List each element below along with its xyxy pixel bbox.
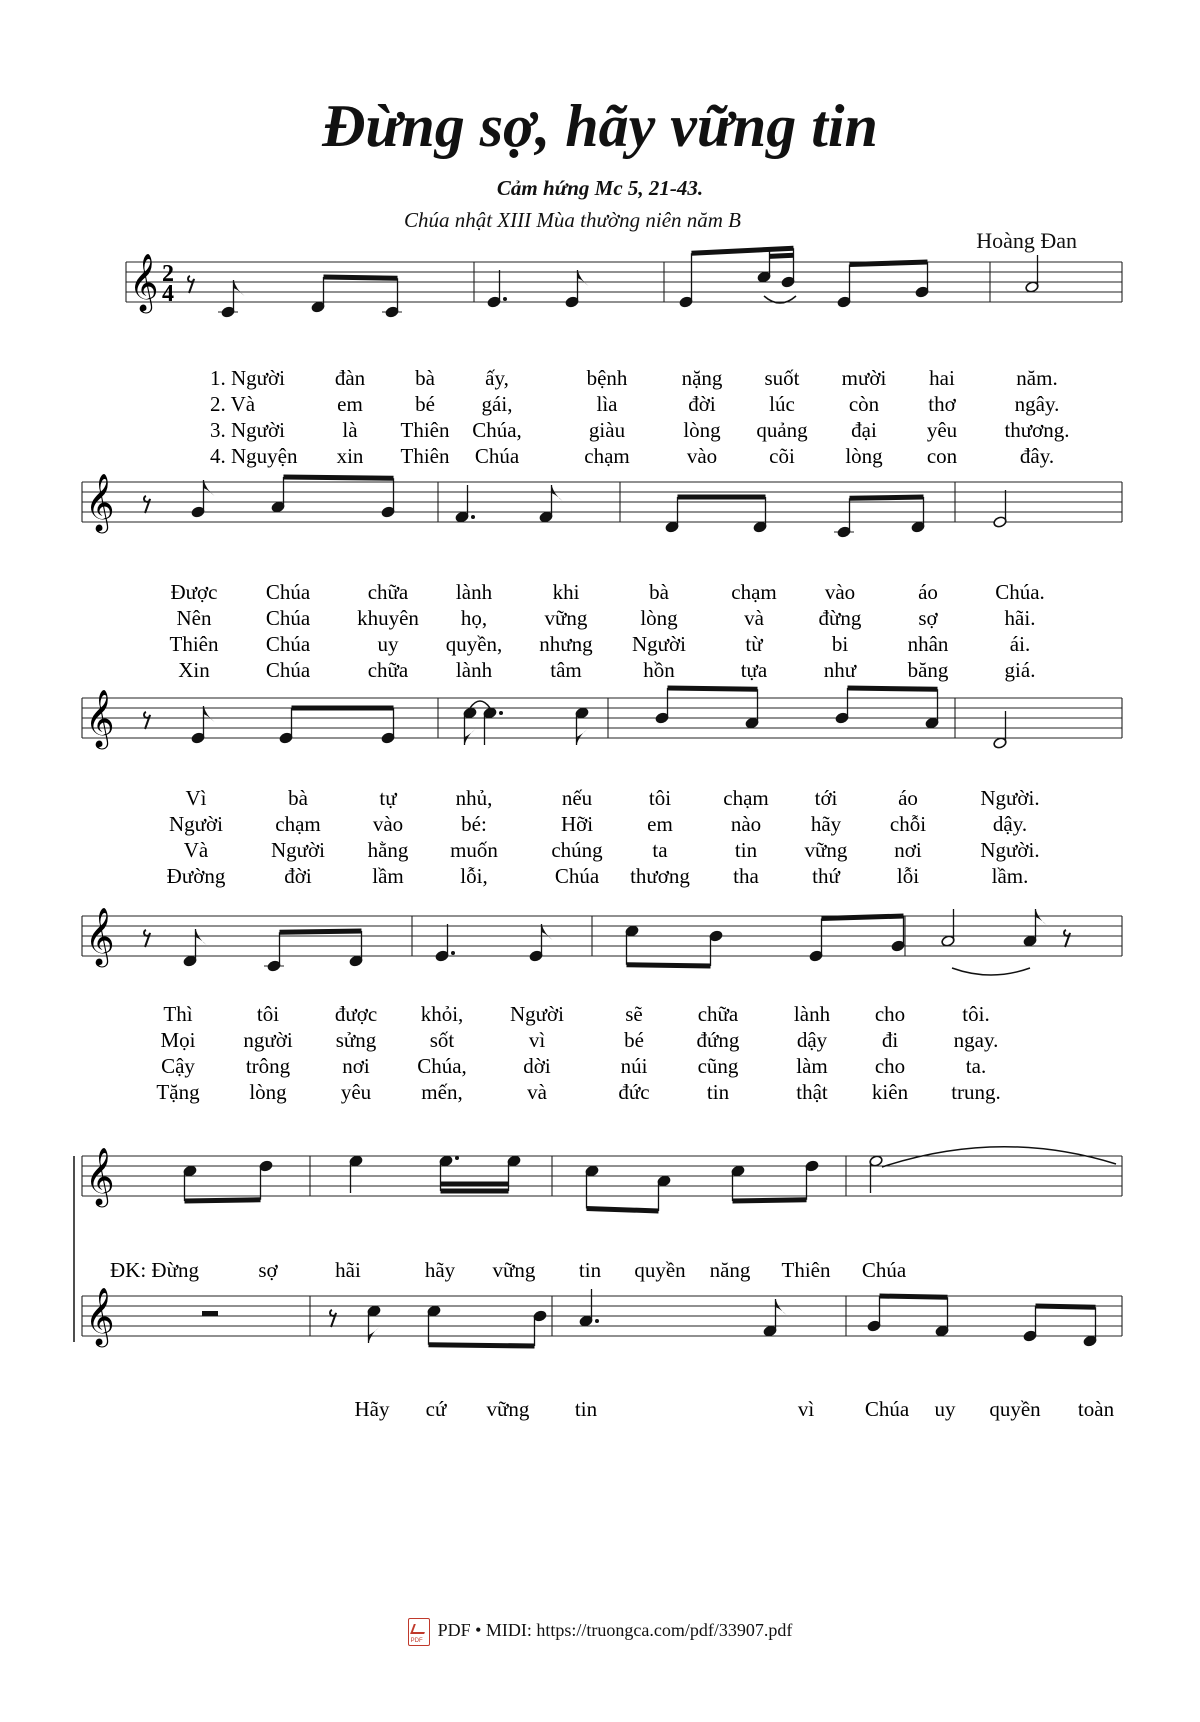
note-beam bbox=[627, 965, 711, 966]
refrain-lyric: Chúa bbox=[864, 1397, 910, 1421]
note-beam bbox=[668, 688, 758, 689]
lyric-syllable: suốt bbox=[764, 366, 800, 390]
composer-name: Hoàng Đan bbox=[976, 228, 1077, 253]
lyric-syllable: trung. bbox=[951, 1080, 1001, 1104]
lyric-syllable: là bbox=[342, 418, 358, 442]
lyric-syllable: tâm bbox=[550, 658, 582, 682]
lyric-syllable: chạm bbox=[723, 786, 769, 810]
lyric-syllable: đời bbox=[688, 392, 716, 416]
lyric-syllable: chữa bbox=[367, 580, 409, 604]
lyric-syllable: Người bbox=[169, 812, 223, 836]
lyric-syllable: nhân bbox=[907, 632, 949, 656]
lyric-syllable: lành bbox=[455, 658, 493, 682]
lyric-syllable: như bbox=[823, 658, 857, 682]
lyric-syllable: chạm bbox=[731, 580, 777, 604]
lyric-syllable: sửng bbox=[335, 1028, 377, 1052]
lyric-syllable: nào bbox=[730, 812, 762, 836]
lyric-syllable: bé: bbox=[461, 812, 487, 836]
lyric-syllable: lòng bbox=[640, 606, 678, 630]
lyric-syllable: tin bbox=[706, 1080, 730, 1104]
note-dot bbox=[499, 711, 503, 715]
lyric-syllable: vào bbox=[372, 812, 404, 836]
lyric-syllable: ta bbox=[652, 838, 668, 862]
lyric-syllable: được bbox=[334, 1002, 378, 1026]
lyric-syllable: bé bbox=[624, 1028, 644, 1052]
lyric-syllable: tự bbox=[379, 786, 397, 810]
eighth-rest-icon bbox=[1064, 930, 1070, 947]
lyric-syllable: tôi. bbox=[962, 1002, 990, 1026]
lyric-syllable: vào bbox=[824, 580, 856, 604]
lyric-syllable: quảng bbox=[756, 418, 808, 442]
eighth-rest-icon bbox=[144, 930, 150, 947]
lyric-syllable: bà bbox=[288, 786, 308, 810]
time-signature-top: 2 bbox=[162, 261, 174, 287]
lyric-syllable: chữa bbox=[697, 1002, 739, 1026]
note-flag bbox=[465, 729, 476, 745]
half-rest-icon bbox=[202, 1311, 218, 1316]
refrain-lyric: vững bbox=[486, 1397, 530, 1421]
note-flag bbox=[196, 929, 207, 945]
lyric-syllable: Tặng bbox=[156, 1080, 200, 1104]
lyric-syllable: trông bbox=[245, 1054, 291, 1078]
lyric-syllable: hãi. bbox=[1004, 606, 1036, 630]
lyric-syllable: 2. Và bbox=[210, 392, 256, 416]
lyric-syllable: bà bbox=[649, 580, 669, 604]
lyric-syllable: sẽ bbox=[625, 1002, 643, 1026]
lyric-syllable: đàn bbox=[334, 366, 366, 390]
lyric-syllable: Chúa, bbox=[417, 1054, 467, 1078]
tie bbox=[470, 701, 490, 708]
lyric-syllable: chạm bbox=[584, 444, 630, 468]
eighth-rest-icon bbox=[144, 496, 150, 513]
lyric-syllable: Chúa bbox=[474, 444, 520, 468]
lyric-syllable: muốn bbox=[450, 838, 498, 862]
lyric-syllable: lòng bbox=[845, 444, 883, 468]
lyric-syllable: dậy. bbox=[992, 812, 1028, 836]
tie bbox=[882, 1147, 1116, 1167]
note-beam bbox=[848, 688, 938, 689]
lyric-syllable: ngây. bbox=[1014, 392, 1060, 416]
note-beam bbox=[692, 248, 794, 253]
lyric-syllable: thương. bbox=[1004, 418, 1070, 442]
lyric-syllable: lìa bbox=[596, 392, 618, 416]
lyric-syllable: Chúa. bbox=[995, 580, 1045, 604]
lyric-syllable: bi bbox=[831, 632, 849, 656]
lyric-syllable: hồn bbox=[643, 658, 675, 682]
note-beam bbox=[280, 931, 362, 932]
note-flag bbox=[369, 1327, 380, 1343]
lyric-syllable: Người. bbox=[980, 786, 1040, 810]
lyric-syllable: lúc bbox=[769, 392, 795, 416]
lyric-syllable: hằng bbox=[367, 838, 409, 862]
treble-clef-icon: 𝄞 bbox=[85, 907, 115, 965]
lyric-syllable: lòng bbox=[249, 1080, 287, 1104]
lyric-syllable: thơ bbox=[928, 392, 956, 416]
lyric-syllable: băng bbox=[907, 658, 949, 682]
lyric-syllable: cũng bbox=[697, 1054, 739, 1078]
lyric-syllable: vững bbox=[804, 838, 848, 862]
lyric-syllable: chữa bbox=[367, 658, 409, 682]
note-beam bbox=[770, 255, 794, 256]
treble-clef-icon: 𝄞 bbox=[85, 473, 115, 531]
treble-clef-icon: 𝄞 bbox=[85, 1287, 115, 1345]
note-dot bbox=[455, 1156, 459, 1160]
note-flag bbox=[1036, 909, 1047, 925]
pdf-icon[interactable] bbox=[408, 1618, 430, 1646]
lyric-syllable: chúng bbox=[551, 838, 603, 862]
lyric-syllable: nặng bbox=[681, 366, 723, 390]
lyric-syllable: tha bbox=[733, 864, 759, 888]
lyric-syllable: khuyên bbox=[357, 606, 419, 630]
refrain-lyric: toàn bbox=[1077, 1397, 1115, 1421]
lyric-syllable: vững bbox=[544, 606, 588, 630]
refrain-lyric: hãi bbox=[335, 1258, 361, 1282]
lyric-syllable: dậy bbox=[796, 1028, 828, 1052]
lyric-syllable: bé bbox=[415, 392, 435, 416]
refrain-lyric: vì bbox=[797, 1397, 815, 1421]
note-flag bbox=[552, 485, 563, 501]
lyric-syllable: 4. Nguyện bbox=[210, 444, 298, 468]
lyric-syllable: vào bbox=[686, 444, 718, 468]
lyric-syllable: đức bbox=[618, 1080, 650, 1104]
lyric-syllable: Thiên bbox=[169, 632, 219, 656]
lyric-syllable: đừng bbox=[818, 606, 862, 630]
lyric-syllable: sốt bbox=[429, 1028, 455, 1052]
footer bbox=[0, 1618, 1200, 1646]
lyric-syllable: lỗi, bbox=[460, 864, 488, 888]
refrain-lyric: sợ bbox=[258, 1258, 278, 1282]
refrain-lyric: tin bbox=[578, 1258, 602, 1282]
lyric-syllable: khỏi, bbox=[420, 1002, 464, 1026]
lyric-syllable: hai bbox=[929, 366, 955, 390]
lyric-syllable: lầm bbox=[372, 864, 404, 888]
lyric-syllable: đi bbox=[881, 1028, 899, 1052]
note-dot bbox=[503, 297, 507, 301]
lyric-syllable: làm bbox=[796, 1054, 828, 1078]
lyric-syllable: mến, bbox=[421, 1080, 463, 1104]
note-beam bbox=[733, 1200, 807, 1201]
refrain-lyric: quyền bbox=[634, 1258, 686, 1282]
lyric-syllable: thứ bbox=[812, 864, 840, 888]
lyric-syllable: yêu bbox=[926, 418, 958, 442]
lyric-syllable: 1. Người bbox=[210, 366, 285, 390]
lyric-syllable: nơi bbox=[342, 1054, 370, 1078]
lyric-syllable: lỗi bbox=[896, 864, 920, 888]
lyric-syllable: tới bbox=[814, 786, 838, 810]
note-flag bbox=[776, 1299, 787, 1315]
lyric-syllable: uy bbox=[377, 632, 399, 656]
lyric-syllable: tựa bbox=[740, 658, 768, 682]
lyric-syllable: 3. Người bbox=[210, 418, 285, 442]
note-beam bbox=[1036, 1306, 1096, 1307]
eighth-rest-icon bbox=[330, 1310, 336, 1327]
refrain-lyric: Thiên bbox=[781, 1258, 831, 1282]
note-beam bbox=[324, 277, 398, 278]
lyric-syllable: họ, bbox=[460, 606, 488, 630]
lyric-syllable: Hỡi bbox=[560, 812, 594, 836]
note-beam bbox=[850, 262, 928, 265]
lyric-syllable: ái. bbox=[1009, 632, 1031, 656]
lyric-syllable: Cậy bbox=[161, 1054, 195, 1078]
lyric-syllable: Được bbox=[170, 580, 218, 604]
refrain-lyric: tin bbox=[574, 1397, 598, 1421]
footer-link[interactable]: PDF • MIDI: https://truongca.com/pdf/33907.pdf bbox=[437, 1620, 793, 1641]
lyric-syllable: Vì bbox=[185, 786, 207, 810]
refrain-lyric: vững bbox=[492, 1258, 536, 1282]
lyric-syllable: nếu bbox=[561, 786, 593, 810]
lyric-syllable: ta. bbox=[965, 1054, 987, 1078]
lyric-syllable: lòng bbox=[683, 418, 721, 442]
refrain-lyric: uy bbox=[934, 1397, 956, 1421]
lyric-syllable: bệnh bbox=[586, 366, 628, 390]
lyric-syllable: Người bbox=[271, 838, 325, 862]
note-beam bbox=[284, 477, 394, 478]
lyric-syllable: tôi bbox=[648, 786, 672, 810]
lyric-syllable: sợ bbox=[918, 606, 938, 630]
lyric-syllable: Thiên bbox=[400, 444, 450, 468]
lyric-syllable: Xin bbox=[178, 658, 210, 682]
lyric-syllable: người bbox=[243, 1028, 293, 1052]
note-beam bbox=[587, 1209, 659, 1212]
lyric-syllable: núi bbox=[620, 1054, 648, 1078]
note-beam bbox=[429, 1345, 535, 1346]
lyric-syllable: còn bbox=[848, 392, 880, 416]
lyric-syllable: chỗi bbox=[889, 812, 927, 836]
lyric-syllable: nhủ, bbox=[455, 786, 493, 810]
song-occasion: Chúa nhật XIII Mùa thường niên năm B bbox=[403, 208, 742, 232]
note-beam bbox=[185, 1200, 261, 1201]
lyric-syllable: Thiên bbox=[400, 418, 450, 442]
note-dot bbox=[471, 515, 475, 519]
treble-clef-icon: 𝄞 bbox=[85, 689, 115, 747]
lyric-syllable: từ bbox=[745, 632, 763, 656]
lyric-syllable: lầm. bbox=[991, 864, 1029, 888]
treble-clef-icon: 𝄞 bbox=[85, 1147, 115, 1205]
lyric-syllable: lành bbox=[793, 1002, 831, 1026]
lyric-syllable: hãy bbox=[810, 812, 842, 836]
lyric-syllable: Chúa bbox=[554, 864, 600, 888]
refrain-lyric: ĐK: Đừng bbox=[110, 1258, 199, 1282]
lyric-syllable: và bbox=[744, 606, 764, 630]
lyric-syllable: Và bbox=[183, 838, 209, 862]
refrain-lyric: hãy bbox=[424, 1258, 456, 1282]
lyric-syllable: đứng bbox=[696, 1028, 740, 1052]
note-dot bbox=[595, 1319, 599, 1323]
lyric-syllable: Người. bbox=[980, 838, 1040, 862]
song-title: Đừng sợ, hãy vững tin bbox=[322, 93, 878, 159]
refrain-lyric: Hãy bbox=[354, 1397, 390, 1421]
lyric-syllable: con bbox=[926, 444, 958, 468]
lyric-syllable: giá. bbox=[1004, 658, 1036, 682]
lyric-syllable: Nên bbox=[176, 606, 212, 630]
lyric-syllable: bà bbox=[415, 366, 435, 390]
refrain-lyric: cứ bbox=[425, 1397, 447, 1421]
song-subtitle: Cảm hứng Mc 5, 21-43. bbox=[496, 176, 704, 200]
lyric-syllable: thương bbox=[630, 864, 690, 888]
lyric-syllable: Đường bbox=[166, 864, 226, 888]
lyric-syllable: và bbox=[527, 1080, 547, 1104]
lyric-syllable: xin bbox=[336, 444, 364, 468]
note-beam bbox=[822, 916, 904, 919]
lyric-syllable: cho bbox=[874, 1054, 906, 1078]
lyric-syllable: dời bbox=[523, 1054, 551, 1078]
tie bbox=[952, 968, 1030, 975]
lyric-syllable: nơi bbox=[894, 838, 922, 862]
refrain-lyric: Chúa bbox=[861, 1258, 907, 1282]
lyric-syllable: tôi bbox=[256, 1002, 280, 1026]
eighth-rest-icon bbox=[188, 276, 194, 293]
lyric-syllable: tin bbox=[734, 838, 758, 862]
lyric-syllable: cõi bbox=[769, 444, 795, 468]
lyric-syllable: năm. bbox=[1016, 366, 1058, 390]
refrain-lyric: năng bbox=[709, 1258, 751, 1282]
lyric-syllable: đây. bbox=[1019, 444, 1055, 468]
lyric-syllable: Chúa, bbox=[472, 418, 522, 442]
lyric-syllable: Chúa bbox=[265, 606, 311, 630]
lyric-syllable: mười bbox=[841, 366, 887, 390]
note-flag bbox=[577, 729, 588, 745]
lyric-syllable: đại bbox=[851, 418, 877, 442]
lyric-syllable: đời bbox=[284, 864, 312, 888]
lyric-syllable: quyền, bbox=[445, 632, 503, 656]
lyric-syllable: áo bbox=[918, 580, 938, 604]
refrain-lyric: quyền bbox=[989, 1397, 1041, 1421]
lyric-syllable: em bbox=[337, 392, 363, 416]
lyric-syllable: kiên bbox=[871, 1080, 909, 1104]
eighth-rest-icon bbox=[144, 712, 150, 729]
lyric-syllable: yêu bbox=[340, 1080, 372, 1104]
lyric-syllable: nhưng bbox=[539, 632, 593, 656]
treble-clef-icon: 𝄞 bbox=[129, 253, 159, 311]
lyric-syllable: ấy, bbox=[485, 366, 509, 390]
lyric-syllable: em bbox=[647, 812, 673, 836]
lyric-syllable: ngay. bbox=[953, 1028, 999, 1052]
lyric-syllable: lành bbox=[455, 580, 493, 604]
lyric-syllable: Thì bbox=[163, 1002, 193, 1026]
lyric-syllable: thật bbox=[796, 1080, 828, 1104]
lyric-syllable: giàu bbox=[588, 418, 626, 442]
lyric-syllable: Người bbox=[510, 1002, 564, 1026]
lyric-syllable: áo bbox=[898, 786, 918, 810]
lyric-syllable: Chúa bbox=[265, 658, 311, 682]
lyric-syllable: gái, bbox=[481, 392, 513, 416]
time-signature-bottom: 4 bbox=[162, 281, 174, 307]
lyric-syllable: chạm bbox=[275, 812, 321, 836]
lyric-syllable: Chúa bbox=[265, 580, 311, 604]
note-beam bbox=[880, 1296, 948, 1297]
lyric-syllable: vì bbox=[528, 1028, 546, 1052]
lyric-syllable: Người bbox=[632, 632, 686, 656]
lyric-syllable: khi bbox=[552, 580, 580, 604]
note-dot bbox=[451, 951, 455, 955]
lyric-syllable: cho bbox=[874, 1002, 906, 1026]
note-beam bbox=[850, 497, 924, 498]
lyric-syllable: Mọi bbox=[160, 1028, 196, 1052]
lyric-syllable: Chúa bbox=[265, 632, 311, 656]
